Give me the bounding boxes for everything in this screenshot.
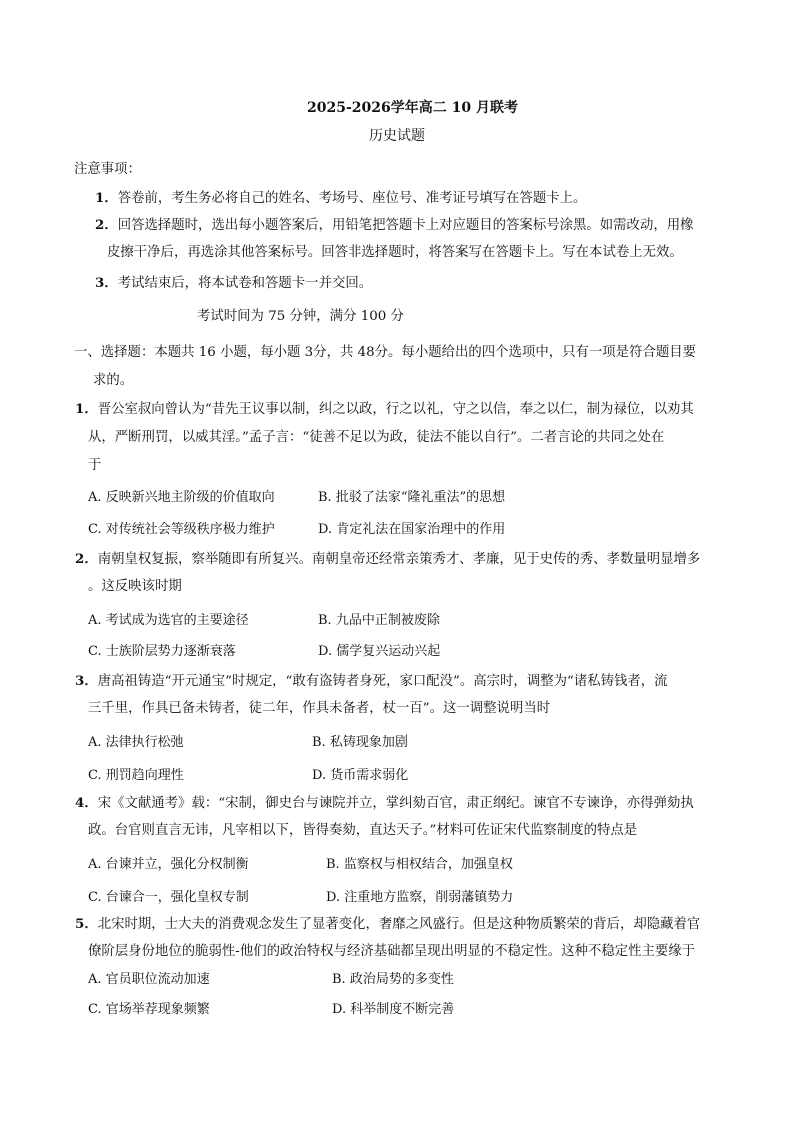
- question-number: 2．: [75, 551, 98, 567]
- option-c[interactable]: C. 刑罚趋向理性: [88, 768, 184, 783]
- exam-time-info: 考试时间为 75 分钟，满分 100 分: [197, 309, 404, 324]
- option-b[interactable]: B. 监察权与相权结合，加强皇权: [326, 857, 513, 872]
- notice-item-number: 3．: [95, 275, 118, 291]
- option-d[interactable]: D. 肯定礼法在国家治理中的作用: [318, 522, 506, 537]
- question-number: 3．: [75, 673, 98, 689]
- question-number: 4．: [75, 795, 98, 811]
- question-1-stem: [75, 398, 694, 417]
- option-d[interactable]: D. 注重地方监察，削弱藩镇势力: [326, 890, 514, 905]
- question-text-line: 南朝皇权复振，察举随即有所复兴。南朝皇帝还经常亲策秀才、孝廉，见于史传的秀、孝数量明显增多: [97, 552, 701, 567]
- question-4-stem: [75, 792, 694, 811]
- question-text-line: 三千里，作具已备未铸者，徒二年，作具未备者，杖一百”。这一调整说明当时: [88, 701, 551, 716]
- notice-item-continuation: 皮擦干净后，再选涂其他答案标号。回答非选择题时，将答案写在答题卡上。写在本试卷上无效。: [107, 245, 683, 260]
- question-text-line: 北宋时期，士大夫的消费观念发生了显著变化，奢靡之风盛行。但是这种物质繁荣的背后，却隐藏着官: [97, 917, 701, 932]
- option-b[interactable]: B. 九品中正制被废除: [318, 613, 440, 628]
- section-heading: 一、选择题：本题共 16 小题，每小题 3分，共 48分。每小题给出的四个选项中，只有一项是符合题目要: [74, 345, 697, 360]
- question-text-line: 政。台官则直言无讳，凡宰相以下，皆得奏劾，直达天子。”材料可佐证宋代监察制度的特点是: [88, 823, 638, 838]
- notice-item: [95, 214, 694, 233]
- question-2-stem: [75, 548, 700, 567]
- question-number: 5．: [75, 916, 98, 932]
- question-text-line: 于: [88, 458, 102, 473]
- notice-item-number: 1．: [95, 190, 118, 206]
- option-d[interactable]: D. 儒学复兴运动兴起: [318, 644, 441, 659]
- question-text-line: 晋公室叔向曾认为“昔先王议事以制，纠之以政，行之以礼，守之以信，奉之以仁，制为禄位，以劝其: [97, 402, 694, 417]
- option-d[interactable]: D. 货币需求弱化: [312, 768, 409, 783]
- option-c[interactable]: C. 士族阶层势力逐渐衰落: [88, 644, 236, 659]
- section-heading-continuation: 求的。: [93, 373, 134, 388]
- exam-title: 2025-2026学年高二 10 月联考: [307, 100, 518, 116]
- option-b[interactable]: B. 私铸现象加剧: [312, 735, 408, 750]
- option-b[interactable]: B. 批驳了法家“隆礼重法”的思想: [318, 490, 506, 505]
- notice-item: [95, 272, 372, 291]
- subject-title: 历史试题: [369, 128, 425, 144]
- option-c[interactable]: C. 官场举荐现象频繁: [88, 1002, 210, 1017]
- notice-item-text: 答卷前，考生务必将自己的姓名、考场号、座位号、准考证号填写在答题卡上。: [117, 191, 587, 206]
- option-a[interactable]: A. 考试成为选官的主要途径: [88, 613, 249, 628]
- notice-item: [95, 187, 586, 206]
- question-5-stem: [75, 913, 700, 932]
- option-a[interactable]: A. 反映新兴地主阶级的价值取向: [88, 490, 275, 505]
- notice-item-number: 2．: [95, 217, 118, 233]
- question-text-line: 宋《文献通考》载：“宋制，御史台与谏院并立，掌纠劾百官，肃正纲纪。谏官不专谏诤，亦得弹劾执: [97, 796, 694, 811]
- notice-item-text: 考试结束后，将本试卷和答题卡一并交回。: [117, 276, 373, 291]
- notice-item-text: 回答选择题时，选出每小题答案后，用铅笔把答题卡上对应题目的答案标号涂黑。如需改动，用橡: [117, 218, 694, 233]
- question-text-line: 从，严断刑罚，以威其淫。”孟子言：“徒善不足以为政，徒法不能以自行”。二者言论的共同之处在: [88, 430, 665, 445]
- option-a[interactable]: A. 台谏并立，强化分权制衡: [88, 857, 249, 872]
- question-3-stem: [75, 670, 668, 689]
- option-d[interactable]: D. 科举制度不断完善: [332, 1002, 455, 1017]
- option-c[interactable]: C. 对传统社会等级秩序极力维护: [88, 522, 275, 537]
- question-number: 1．: [75, 401, 98, 417]
- option-a[interactable]: A. 官员职位流动加速: [88, 972, 210, 987]
- option-c[interactable]: C. 台谏合一，强化皇权专制: [88, 890, 249, 905]
- notice-heading: 注意事项：: [74, 162, 141, 177]
- option-b[interactable]: B. 政治局势的多变性: [332, 972, 454, 987]
- question-text-line: 。这反映该时期: [88, 579, 182, 594]
- option-a[interactable]: A. 法律执行松弛: [88, 735, 184, 750]
- question-text-line: 唐高祖铸造“开元通宝”时规定，“敢有盗铸者身死，家口配没”。高宗时，调整为“诸私铸钱者，流: [97, 674, 668, 689]
- question-text-line: 僚阶层身份地位的脆弱性-他们的政治特权与经济基础都呈现出明显的不稳定性。这种不稳定性主要缘于: [88, 944, 696, 959]
